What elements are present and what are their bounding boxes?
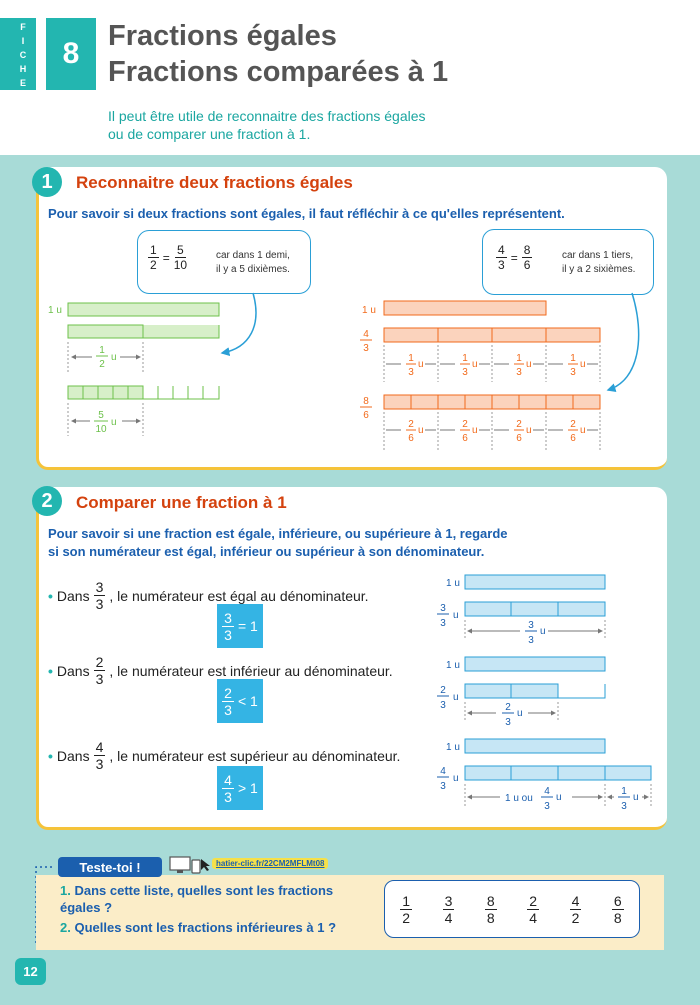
numerator: 4: [571, 892, 580, 909]
fraction-denominator: 3: [528, 635, 534, 646]
unit-label: 1 u: [362, 305, 376, 316]
fraction-numerator: 2: [462, 419, 468, 430]
fraction-numerator: 2: [408, 419, 414, 430]
fraction-denominator: 2: [99, 359, 105, 370]
bullet: •: [48, 747, 53, 764]
fraction-numerator: 3: [528, 620, 534, 631]
bullet: •: [48, 662, 53, 679]
right-bubble-text2: il y a 2 sixièmes.: [562, 264, 636, 275]
unit-symbol: u: [517, 708, 523, 719]
comparison-operator: > 1: [237, 780, 258, 796]
section2-intro2: si son numérateur est égal, inférieur ou supérieur à son dénominateur.: [48, 544, 485, 559]
fraction-numerator: 1: [99, 345, 105, 356]
numerator: 4: [95, 739, 104, 755]
unit-symbol: u: [472, 359, 478, 370]
fraction-denominator: 3: [544, 801, 550, 812]
numerator: 8: [523, 243, 531, 257]
fraction-denominator: 6: [516, 433, 522, 444]
item-text: , le numérateur est inférieur au dénominateur.: [109, 662, 393, 679]
fraction-numerator: 1: [408, 353, 414, 364]
unit-bar: [465, 657, 605, 671]
numerator: 4: [498, 243, 505, 257]
section1-intro: Pour savoir si deux fractions sont égales, il faut réfléchir à ce qu'elles représentent.: [48, 206, 565, 221]
numerator: 3: [444, 892, 453, 909]
numerator: 4: [224, 771, 232, 788]
fraction-denominator: 3: [408, 367, 414, 378]
fraction-denominator: 3: [462, 367, 468, 378]
unit-label: 1 u: [446, 742, 460, 753]
denominator: 8: [613, 909, 622, 926]
unit-symbol: u: [526, 425, 532, 436]
denominator: 2: [571, 909, 580, 926]
fraction-numerator: 1: [516, 353, 522, 364]
bullet: •: [48, 587, 53, 604]
item-prefix: Dans: [56, 587, 90, 604]
numerator: 6: [613, 892, 622, 909]
numerator: 2: [529, 892, 538, 909]
left-bubble-text1: car dans 1 demi,: [216, 250, 290, 261]
unit-bar: [465, 739, 605, 753]
fraction-denominator: 3: [570, 367, 576, 378]
numerator: 2: [95, 654, 104, 670]
left-bubble-text2: il y a 5 dixièmes.: [216, 264, 290, 275]
unit-symbol: u: [580, 359, 586, 370]
unit-symbol: u: [418, 425, 424, 436]
page-title-line1: Fractions égales: [108, 20, 337, 52]
unit-label: 1 u: [446, 660, 460, 671]
question-number: 1.: [60, 883, 71, 898]
numerator: 8: [486, 892, 495, 909]
fraction-denominator: 6: [363, 410, 369, 421]
unit-label: 1 u: [446, 578, 460, 589]
fraction-denominator: 3: [440, 618, 446, 629]
item-prefix: Dans: [56, 662, 90, 679]
fraction-numerator: 1: [462, 353, 468, 364]
section2-number: 2: [32, 486, 62, 516]
fiche-letter: H: [19, 64, 27, 74]
fraction-item: [485, 894, 497, 925]
denominator: 10: [173, 258, 188, 272]
question-1-line2: égales ?: [60, 900, 113, 915]
numerator: 3: [224, 609, 232, 626]
unit-symbol: u: [633, 792, 639, 803]
fiche-letter: I: [21, 36, 25, 46]
or-text: 1 u ou: [505, 793, 533, 804]
denominator: 4: [529, 909, 538, 926]
unit-symbol: u: [540, 626, 546, 637]
item-prefix: Dans: [56, 747, 90, 764]
fraction-denominator: 3: [621, 801, 627, 812]
unit-symbol: u: [472, 425, 478, 436]
fraction-numerator: 2: [505, 702, 511, 713]
unit-symbol: u: [111, 417, 117, 428]
fraction-denominator: 3: [363, 343, 369, 354]
equals-sign: =: [162, 250, 170, 265]
question-2: [60, 920, 336, 935]
fraction-numerator: 1: [570, 353, 576, 364]
denominator: 3: [224, 788, 232, 805]
fraction-denominator: 3: [516, 367, 522, 378]
cursor-icon: [200, 858, 212, 872]
three-thirds-bar: [465, 602, 605, 616]
fraction-numerator: 2: [516, 419, 522, 430]
denominator: 2: [150, 258, 157, 272]
denominator: 3: [95, 756, 104, 772]
numerator: 1: [150, 243, 157, 257]
fraction-denominator: 3: [440, 700, 446, 711]
fraction-denominator: 3: [505, 717, 511, 728]
section1-number: 1: [32, 167, 62, 197]
fraction-denominator: 10: [95, 424, 107, 435]
fraction-denominator: 6: [462, 433, 468, 444]
numerator: 3: [95, 579, 104, 595]
intro-line2: ou de comparer une fraction à 1.: [108, 126, 311, 142]
page-number: 12: [15, 958, 46, 985]
fraction-item: [443, 894, 455, 925]
section2-intro1: Pour savoir si une fraction est égale, inférieure, ou supérieure à 1, regarde: [48, 526, 508, 541]
unit-symbol: u: [453, 610, 459, 621]
denominator: 3: [95, 671, 104, 687]
denominator: 8: [486, 909, 495, 926]
fraction-numerator: 4: [440, 766, 446, 777]
fiche-letter: F: [20, 22, 26, 32]
question-text: Quelles sont les fractions inférieures à 1 ?: [74, 920, 337, 935]
fraction-item: [527, 894, 539, 925]
equals-sign: =: [510, 250, 518, 265]
denominator: 2: [402, 909, 411, 926]
hatier-link[interactable]: hatier-clic.fr/22CM2MFLMt08: [212, 858, 328, 869]
fraction-denominator: 6: [408, 433, 414, 444]
section2-title: Comparer une fraction à 1: [76, 493, 287, 512]
unit-bar: [465, 575, 605, 589]
fraction-numerator: 5: [98, 410, 104, 421]
fraction-numerator: 4: [544, 786, 550, 797]
page-title-line2: Fractions comparées à 1: [108, 56, 449, 88]
teste-tag: Teste-toi !: [58, 857, 162, 877]
unit-symbol: u: [453, 692, 459, 703]
numerator: 1: [402, 892, 411, 909]
fraction-numerator: 8: [363, 396, 369, 407]
fraction-numerator: 3: [440, 603, 446, 614]
denominator: 3: [95, 596, 104, 612]
denominator: 6: [523, 258, 531, 272]
question-number: 2.: [60, 920, 71, 935]
numerator: 5: [177, 243, 184, 257]
denominator: 3: [224, 701, 232, 718]
intro-line1: Il peut être utile de reconnaitre des fractions égales: [108, 108, 426, 124]
fraction-list: [384, 880, 640, 938]
denominator: 3: [224, 626, 232, 643]
comparison-operator: = 1: [237, 618, 258, 634]
question-1: [60, 883, 333, 898]
fraction-numerator: 1: [621, 786, 627, 797]
fiche-letter: E: [19, 78, 26, 88]
fiche-letter: C: [19, 50, 27, 60]
section1-title: Reconnaitre deux fractions égales: [76, 173, 353, 192]
fraction-numerator: 4: [363, 329, 369, 340]
fraction-denominator: 6: [570, 433, 576, 444]
item-text: , le numérateur est égal au dénominateur.: [109, 587, 369, 604]
denominator: 3: [498, 258, 505, 272]
comparison-operator: < 1: [237, 693, 258, 709]
unit-symbol: u: [580, 425, 586, 436]
fraction-item: [400, 894, 412, 925]
right-bubble-text1: car dans 1 tiers,: [562, 250, 634, 261]
fraction-numerator: 2: [440, 685, 446, 696]
question-text: Dans cette liste, quelles sont les fractions: [74, 883, 334, 898]
unit-symbol: u: [111, 352, 117, 363]
unit-label: 1 u: [48, 305, 62, 316]
unit-symbol: u: [526, 359, 532, 370]
unit-symbol: u: [418, 359, 424, 370]
item-text: , le numérateur est supérieur au dénominateur.: [109, 747, 401, 764]
fraction-denominator: 3: [440, 781, 446, 792]
unit-symbol: u: [453, 773, 459, 784]
fraction-item: [570, 894, 582, 925]
unit-symbol: u: [556, 792, 562, 803]
numerator: 2: [224, 684, 232, 701]
denominator: 4: [444, 909, 453, 926]
fraction-numerator: 2: [570, 419, 576, 430]
fraction-item: [612, 894, 624, 925]
fiche-number: 8: [46, 18, 96, 90]
